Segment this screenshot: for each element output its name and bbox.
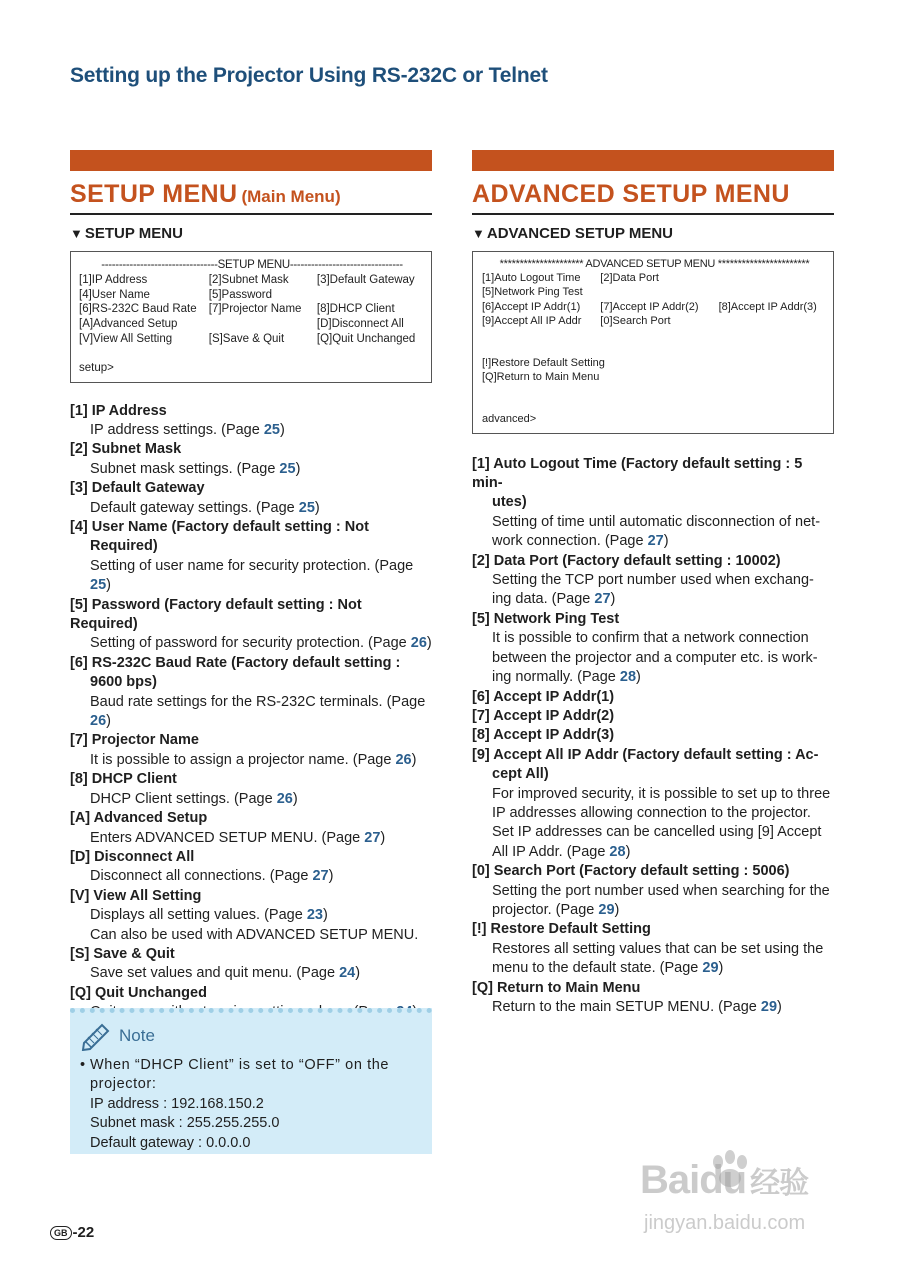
advanced-setup-menu-heading-text: ADVANCED SETUP MENU [472,180,790,208]
watermark-url: jingyan.baidu.com [644,1212,806,1234]
menu-item-desc-text: Return to the main SETUP MENU. (Page [492,999,757,1015]
watermark-cn: 经验 [750,1167,809,1200]
terminal-cell [317,288,425,303]
menu-item [70,887,432,945]
terminal-row [482,285,827,299]
menu-item-desc: It is possible to assign a projector name. (Page 26) [90,751,417,768]
terminal-row: [!]Restore Default Setting [482,357,605,370]
menu-item-desc-text: Enters ADVANCED SETUP MENU. (Page [90,829,361,846]
page-reference: 25 [298,499,315,516]
menu-item-title: [3] Default Gateway [70,480,205,497]
page-reference: 25 [90,577,107,594]
terminal-row: [Q]Return to Main Menu [482,371,600,384]
menu-item-desc: Baud rate settings for the RS-232C terminals. (Page 26) [90,693,426,730]
menu-item [70,440,432,479]
menu-item-desc: Return to the main SETUP MENU. (Page 29) [492,999,782,1015]
setup-menu-heading [70,180,432,215]
menu-item-desc: Setting of password for security protection. (Page 26) [90,635,432,652]
terminal-cell: [2]Subnet Mask [208,273,289,286]
menu-item-desc-text: It is possible to confirm that a network connection between the projector and a computer etc. is work- ing normally. (Page [492,630,818,686]
menu-item-desc-text: Save set values and quit menu. (Page [90,965,336,982]
page-title: Setting up the Projector Using RS-232C or Telnet [70,64,548,87]
terminal-row [482,271,827,285]
menu-item-title: [0] Search Port (Factory default setting : 5006) [472,863,790,880]
advanced-setup-items [472,455,834,1018]
setup-menu-subheading-text: SETUP MENU [84,225,183,242]
terminal-cell [719,271,827,285]
menu-item-title: [A] Advanced Setup [70,810,208,827]
terminal-row [79,288,425,303]
menu-item-desc-text: Subnet mask settings. (Page [90,460,276,477]
menu-item-title: [5] Password (Factory default setting : Not Required) [70,596,362,633]
baidu-watermark [640,1150,860,1245]
section-accent-bar [70,150,432,171]
menu-item [472,688,834,707]
menu-item-desc-text: Setting of user name for security protection. (Page [90,557,414,574]
setup-menu-column [70,150,432,1023]
triangle-down-icon: ▼ [70,226,83,241]
terminal-cell [719,285,827,299]
menu-item-title: [!] Restore Default Setting [472,921,651,938]
menu-item [70,945,432,984]
terminal-cell: [8]DHCP Client [316,303,395,316]
note-bullet: • [80,1057,86,1073]
menu-item [472,746,834,862]
watermark-brand: Baidu [640,1158,747,1202]
note-line: IP address : 192.168.150.2 [90,1095,264,1112]
menu-item-title: [1] IP Address [70,402,167,419]
menu-item-title: [7] Projector Name [70,732,199,749]
terminal-row [79,317,425,332]
menu-item-desc: Save set values and quit menu. (Page 24) [90,965,361,982]
page-reference: 29 [760,999,778,1015]
menu-item-desc-text: Setting the TCP port number used when exchang- ing data. (Page [492,572,814,608]
menu-item-desc-text: DHCP Client settings. (Page [90,790,273,807]
menu-item-title: [S] Save & Quit [70,945,175,962]
terminal-cell: [4]User Name [79,288,150,301]
menu-item [70,596,432,654]
menu-item-desc: Setting the TCP port number used when exchang- ing data. (Page 27) [492,572,814,608]
page-reference: 28 [609,843,626,860]
menu-item-desc: Setting of time until automatic disconnection of net- work connection. (Page 27) [492,513,821,550]
terminal-cell [600,285,718,299]
menu-item-desc: Default gateway settings. (Page 25) [90,499,320,516]
terminal-cell: [8]Accept IP Addr(3) [718,300,817,313]
menu-item-extra: Can also be used with ADVANCED SETUP MENU. [90,926,419,943]
menu-item-desc-text: Setting of password for security protection. (Page [90,635,407,652]
terminal-cell: [2]Data Port [600,272,659,285]
menu-item-desc: Subnet mask settings. (Page 25) [90,460,301,477]
terminal-cell: [7]Projector Name [208,303,302,316]
terminal-row [79,332,425,347]
menu-item [70,654,432,732]
menu-item-title: [Q] Return to Main Menu [472,979,641,996]
menu-item-title: [V] View All Setting [70,887,202,904]
terminal-cell: [V]View All Setting [79,332,173,345]
menu-item-title: [2] Subnet Mask [70,441,182,458]
terminal-row [482,314,827,328]
note-line: Subnet mask : 255.255.255.0 [90,1115,280,1132]
page-reference: 28 [619,669,637,686]
menu-item [70,402,432,441]
menu-item [70,479,432,518]
terminal-cell: [6]RS-232C Baud Rate [79,303,197,316]
menu-item-title: [5] Network Ping Test [472,610,620,627]
menu-item-desc-text: It is possible to assign a projector name. (Page [90,751,392,768]
menu-item [472,862,834,920]
page-reference: 27 [594,591,611,608]
menu-item-desc-text: IP address settings. (Page [90,421,260,438]
menu-item [472,455,834,552]
terminal-prompt: advanced> [482,413,537,426]
terminal-cell: [3]Default Gateway [316,273,415,286]
menu-item-title-cont: Required) [90,538,158,555]
menu-item-title: [8] Accept IP Addr(3) [472,727,615,744]
setup-menu-terminal [70,251,432,383]
page-reference: 26 [395,751,412,768]
menu-item [472,726,834,745]
note-label: Note [119,1026,155,1046]
menu-item-desc: It is possible to confirm that a network connection between the projector and a computer etc. is work- ing normally. (Page 28) [492,630,818,686]
terminal-row [79,273,425,288]
menu-item-title-cont: 9600 bps) [90,674,157,691]
triangle-down-icon: ▼ [472,226,485,241]
terminal-title-bar: ---------------------------------SETUP MENU-------------------------------- [101,259,403,271]
menu-item-desc: Enters ADVANCED SETUP MENU. (Page 27) [90,829,386,846]
main-menu-subtitle: (Main Menu) [241,187,341,206]
terminal-cell: [9]Accept All IP Addr [482,314,582,327]
menu-item-title: [4] User Name (Factory default setting : Not [70,519,369,536]
setup-menu-heading-text: SETUP MENU [70,180,238,208]
terminal-prompt: setup> [79,361,114,374]
menu-item-desc-text: Default gateway settings. (Page [90,499,295,516]
gb-badge: GB [50,1226,72,1240]
terminal-cell: [6]Accept IP Addr(1) [482,300,581,313]
menu-item [472,610,834,688]
terminal-cell [209,317,317,332]
menu-item-title: [Q] Quit Unchanged [70,984,207,1001]
page-reference: 23 [306,907,323,924]
menu-item-title: [1] Auto Logout Time (Factory default setting : 5 min- [472,455,803,492]
page-reference: 25 [263,421,280,438]
menu-item-desc: DHCP Client settings. (Page 26) [90,790,298,807]
note-line: Default gateway : 0.0.0.0 [90,1134,251,1151]
advanced-setup-menu-column [472,150,834,1017]
setup-menu-subheading [70,225,432,242]
page-reference: 29 [598,901,615,918]
note-text: When “DHCP Client” is set to “OFF” on the projector: [90,1057,390,1093]
menu-item-title: [8] DHCP Client [70,771,177,788]
menu-item [70,518,432,596]
menu-item-title: [D] Disconnect All [70,848,195,865]
menu-item-desc: Displays all setting values. (Page 23) [90,907,328,924]
section-accent-bar [472,150,834,171]
note-box [70,1008,432,1154]
page-reference: 25 [279,460,296,477]
menu-item-desc-text: Restores all setting values that can be set using the menu to the default state. (Page [492,940,824,977]
page-reference: 27 [312,868,329,885]
menu-item-desc-text: Baud rate settings for the RS-232C terminals. (Page [90,693,426,710]
terminal-cell: [7]Accept IP Addr(2) [600,300,699,313]
terminal-title-bar: ********************* ADVANCED SETUP MENU *********************** [499,258,810,270]
menu-item [70,809,432,848]
menu-item [70,848,432,887]
terminal-cell: [0]Search Port [600,314,671,327]
page-number-text: -22 [72,1224,95,1241]
advanced-setup-menu-subheading-text: ADVANCED SETUP MENU [486,225,674,242]
terminal-cell: [1]Auto Logout Time [482,272,581,285]
menu-item-desc: Restores all setting values that can be set using the menu to the default state. (Page 29) [492,940,824,977]
page-reference: 26 [410,635,427,652]
terminal-row [79,302,425,317]
menu-item-title-cont: utes) [492,494,527,511]
advanced-setup-menu-subheading [472,225,834,242]
advanced-setup-menu-heading [472,180,834,215]
page-reference: 27 [647,533,664,550]
menu-item-desc-text: For improved security, it is possible to set up to three IP addresses allowing connection to the projector. Set IP addresses can be cancelled using [9] Accept All IP Addr. (Page [492,785,831,860]
terminal-cell: [D]Disconnect All [316,318,404,331]
menu-item-desc-text: Disconnect all connections. (Page [90,868,309,885]
terminal-cell: [Q]Quit Unchanged [316,332,416,345]
menu-item [70,770,432,809]
menu-item [472,979,834,1018]
terminal-cell: [5]Password [208,288,273,301]
terminal-cell: [1]IP Address [79,273,148,286]
menu-item-title: [7] Accept IP Addr(2) [472,707,615,724]
menu-item-desc: IP address settings. (Page 25) [90,421,285,438]
menu-item [472,707,834,726]
menu-item [472,552,834,610]
menu-item-desc: Setting the port number used when searching for the projector. (Page 29) [492,882,830,918]
menu-item-desc: Setting of user name for security protection. (Page 25) [90,557,414,594]
menu-item-desc-text: Setting of time until automatic disconnection of net- work connection. (Page [492,513,821,550]
advanced-setup-terminal [472,251,834,434]
menu-item-title-cont: cept All) [492,766,549,783]
pencil-icon [80,1021,116,1051]
menu-item-desc-text: Setting the port number used when searching for the projector. (Page [492,882,830,918]
menu-item-title: [9] Accept All IP Addr (Factory default setting : Ac- [472,746,819,763]
terminal-cell: [A]Advanced Setup [79,318,178,331]
terminal-cell: [S]Save & Quit [208,332,285,345]
terminal-row [482,300,827,314]
menu-item-title: [2] Data Port (Factory default setting : 10002) [472,552,781,569]
menu-item-desc: For improved security, it is possible to set up to three IP addresses allowing connection to the projector. Set IP addresses can be cancelled using [9] Accept All IP Addr. (Page 28) [492,785,831,860]
menu-item [472,920,834,978]
menu-item-title: [6] RS-232C Baud Rate (Factory default setting : [70,654,401,671]
page-number [50,1224,94,1241]
menu-item-title: [6] Accept IP Addr(1) [472,688,615,705]
page-reference: 24 [339,965,356,982]
page-reference: 29 [702,960,719,977]
menu-item-desc-text: Displays all setting values. (Page [90,907,303,924]
terminal-cell [719,314,827,328]
page-reference: 27 [364,829,381,846]
menu-item-desc: Disconnect all connections. (Page 27) [90,868,334,885]
page-reference: 26 [90,713,107,730]
menu-item [70,731,432,770]
setup-menu-items [70,402,432,1023]
terminal-cell: [5]Network Ping Test [482,286,583,299]
page-reference: 26 [276,790,293,807]
